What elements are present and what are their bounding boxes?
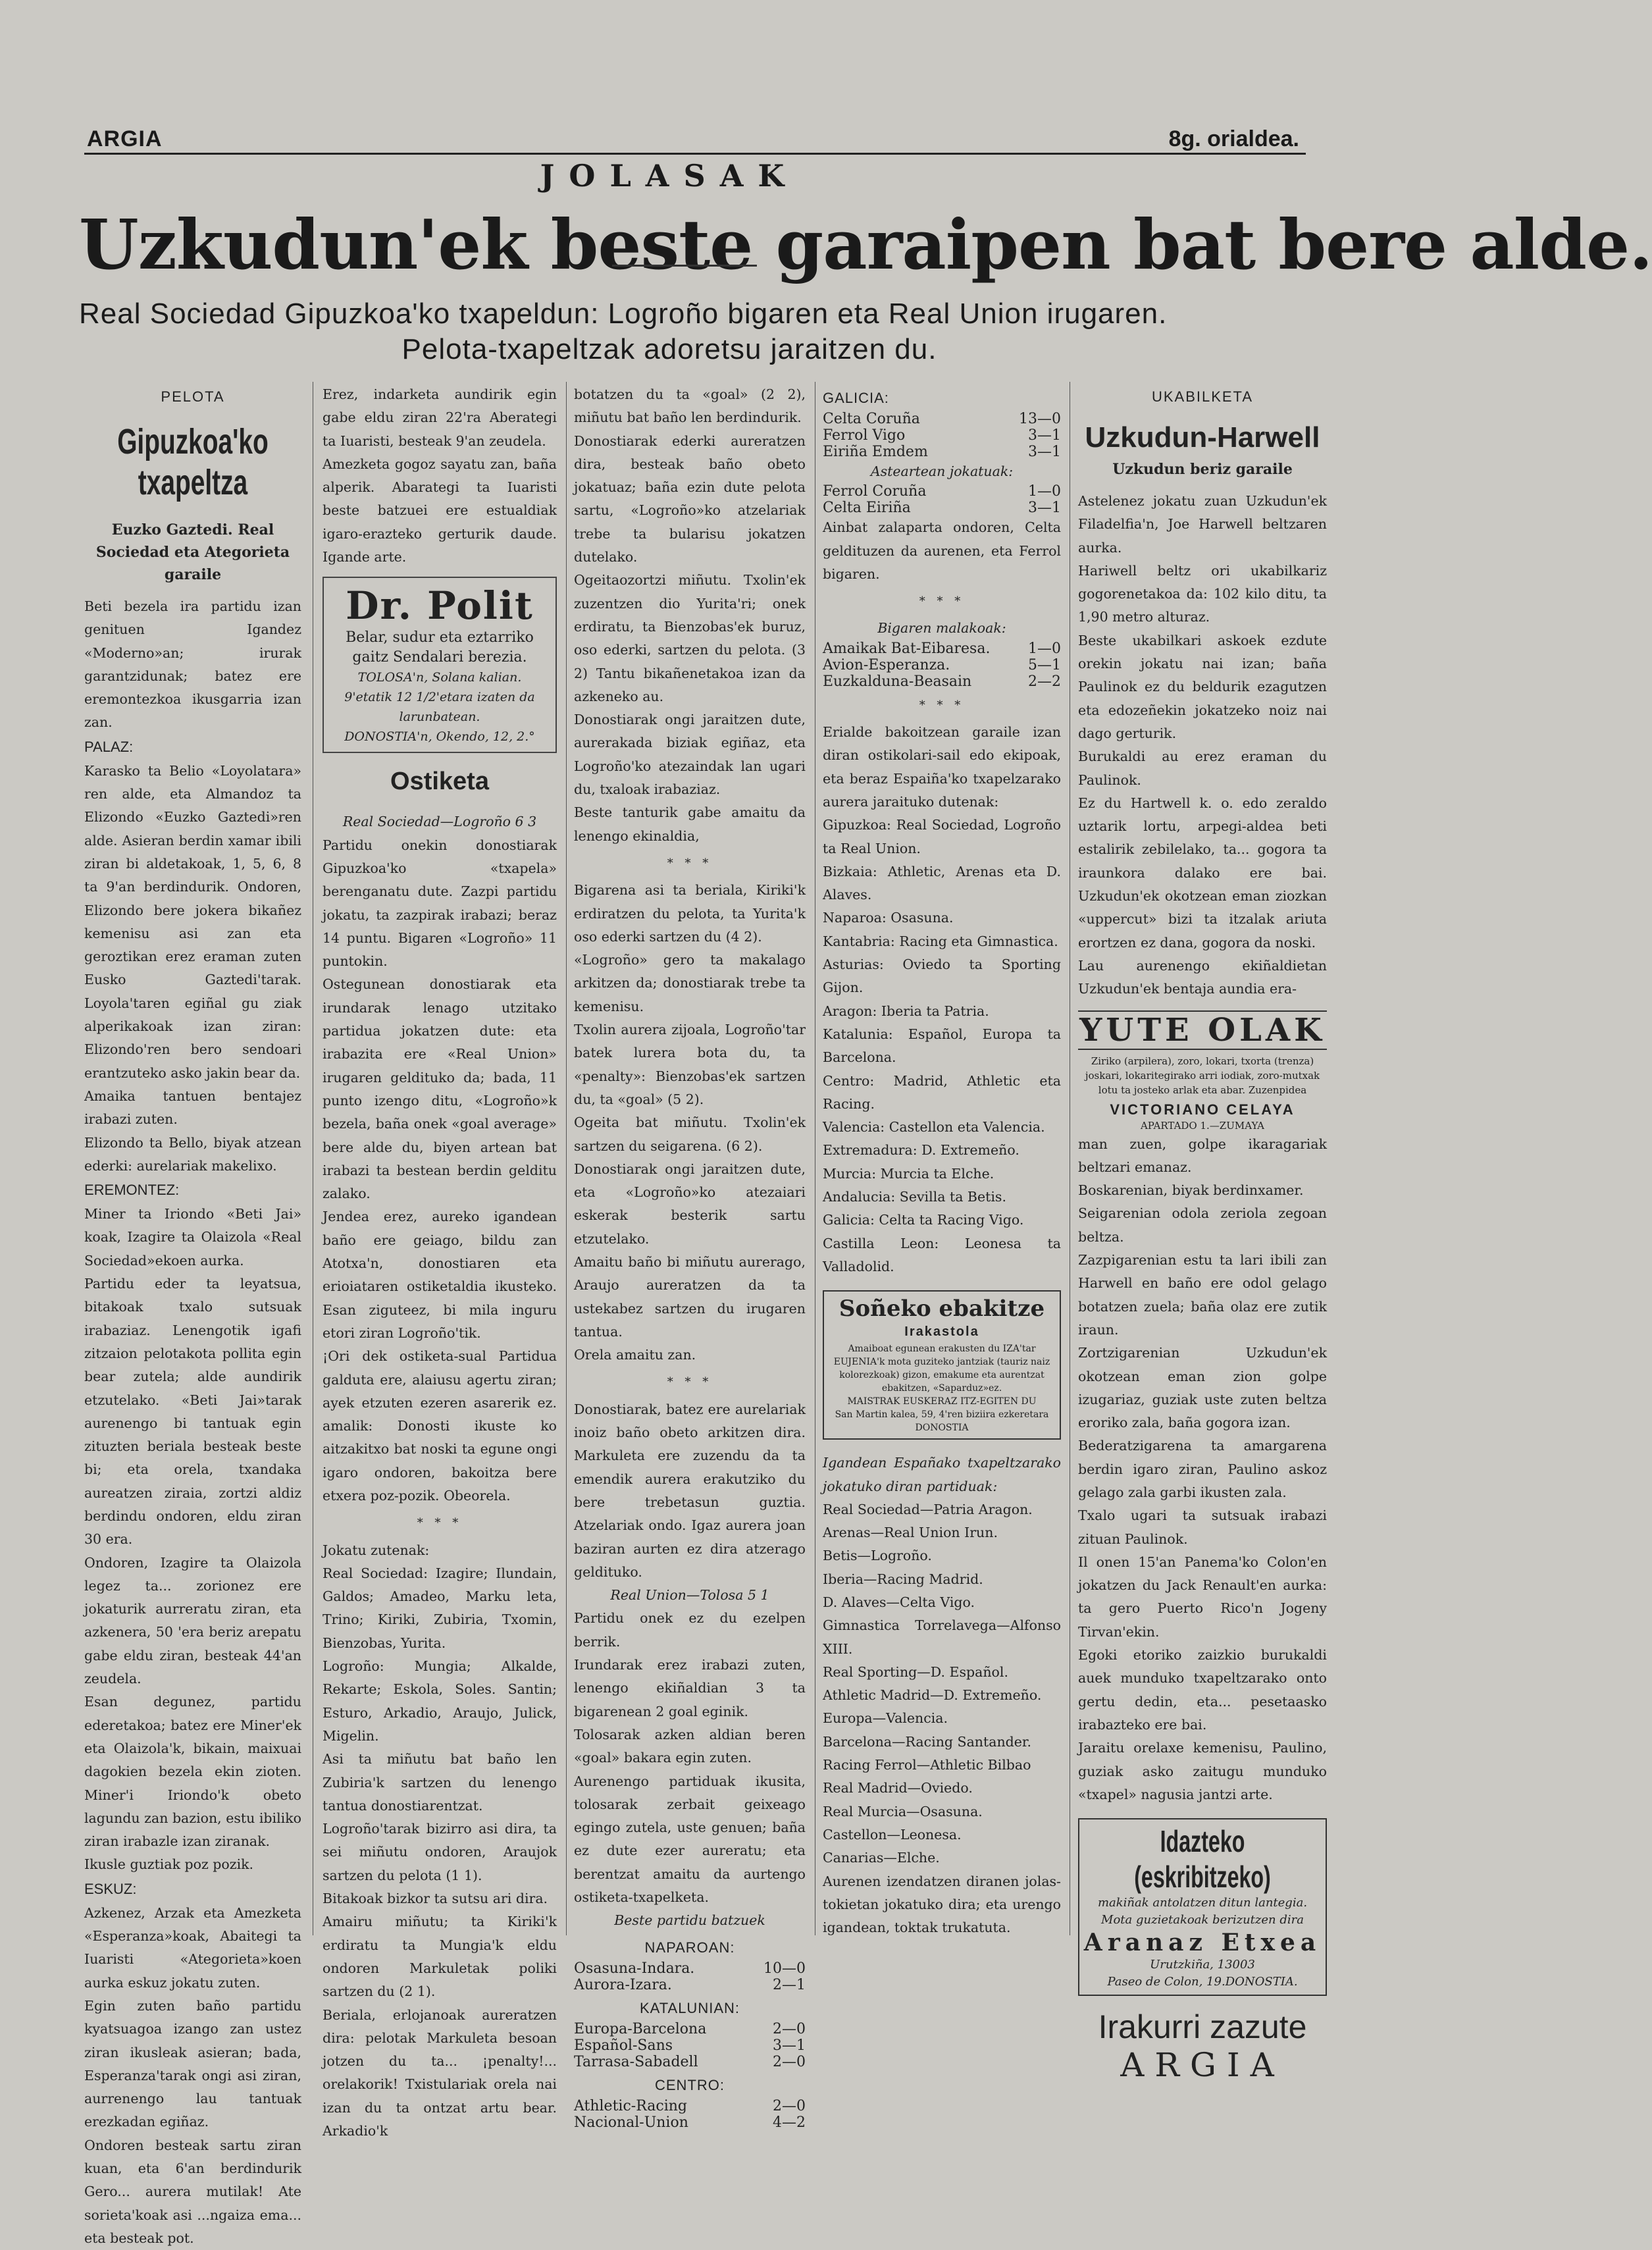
result-row — [823, 444, 1061, 460]
ad-line: Paseo de Colon, 19.DONOSTIA. — [1107, 1975, 1298, 1989]
ad-line: gaitz Sendalari berezia. — [352, 649, 527, 666]
article-title: Uzkudun-Harwell — [1085, 421, 1320, 454]
paragraph: Logroño: Mungia; Alkalde, Rekarte; Eskola, Soles. Santin; Esturo, Arkadio, Araujo, Julick, Migelin. — [323, 1658, 557, 1744]
result-score: 3—1 — [1028, 500, 1061, 517]
result-match: Ferrol Coruña — [823, 483, 927, 500]
result-row — [574, 2054, 806, 2070]
paragraph: Ez du Hartwell k. o. edo zeraldo uztarik lortu, arpegi-aldea beti estalirik zebilelako, ta... gogora ta iraunkora dalako ere bai. Uzkudun'ek okotzean eman ziozkan «uppercut» bizi ta itzalak ariuta erortzen ez dana, gogora da noski. — [1078, 795, 1327, 951]
result-score: 2—2 — [1028, 673, 1061, 690]
result-row — [823, 427, 1061, 444]
subheadline-2: Pelota-txapeltzak adoretsu jaraitzen du. — [401, 333, 937, 365]
result-match: Ferrol Vigo — [823, 427, 906, 444]
paragraph: Zortzigarenian Uzkudun'ek okotzean eman zion golpe izugariaz, guziak uste zuten beltza eroriko zala, baña gogora izan. — [1078, 1345, 1327, 1431]
paragraph: Amairu miñutu; ta Kiriki'k erdiratu ta Mungia'k eldu ondoren Markuletak poliki sartzen du (2 1). — [323, 1914, 557, 2000]
ad-line: DONOSTIA'n, Okendo, 12, 2.° — [344, 729, 535, 745]
paragraph: Egin zuten baño partidu kyatsuagoa izango zan ustez ziran ikusleak asieran; bada, Esperanza'tarak ongi asi ziran, aurrenengo lau tantuak erezkadan egiñaz. — [84, 1997, 301, 2130]
region-heading: CENTRO: — [655, 2076, 725, 2093]
fixture: Racing Ferrol—Athletic Bilbao — [823, 1757, 1031, 1773]
paragraph: Erialde bakoitzean garaile izan diran ostikolari-sail edo ekipoak, eta beraz Espaiña'ko txapelzarako aurera jaraituko dutenak: — [823, 724, 1061, 810]
fixture: Arenas—Real Union Irun. — [823, 1525, 998, 1541]
article-subtitle: Euzko Gaztedi. Real Sociedad eta Ategorieta garaile — [95, 521, 290, 583]
result-score: 3—1 — [1028, 444, 1061, 460]
paragraph: Astelenez jokatu zuan Uzkudun'ek Filadelfia'n, Joe Harwell beltzaren aurka. — [1078, 493, 1327, 556]
paragraph: Esan degunez, partidu ederetakoa; batez ere Miner'ek eta Olaizola'k, bikain, maixuai dagokien bezela ekin zioten. Miner'i Iriondo'k obeto lagundu zan bazion, estu ibiliko ziran irabazle izan ziranak. — [84, 1694, 301, 1850]
paragraph: Lau aurenengo ekiñaldietan Uzkudun'ek bentaja aundia era- — [1078, 957, 1327, 997]
result-score: 2—0 — [773, 2097, 806, 2114]
region-heading: GALICIA: — [823, 390, 889, 406]
result-score: 2—1 — [773, 1976, 806, 1993]
fixture: Canarias—Elche. — [823, 1850, 940, 1866]
section-title: JOLASAK — [540, 158, 799, 194]
paragraph: Partidu onekin donostiarak Gipuzkoa'ko «txapela» berenganatu dute. Zazpi partidu jokatu, ta zazpirak irabazi; beraz 14 puntu. Bigaren «Logroño» 11 puntokin. — [323, 837, 557, 970]
paragraph: Donostiarak, batez ere aurelariak inoiz baño obeto arkitzen dira. Markuleta ere zuzendu da ta emendik aurera erakutziko du bere trebetasun guztia. Atzelariak ondo. Igaz aurera joan baziran aurten ez dira atzerago geldituko. — [574, 1401, 806, 1580]
ad-title: Soñeko ebakitze — [839, 1295, 1045, 1322]
fixture: Real Murcia—Osasuna. — [823, 1803, 983, 1819]
paragraph: Irundarak erez irabazi zuten, lenengo ekiñaldian 3 ta bigarenean 2 goal eginik. — [574, 1657, 806, 1719]
ad-line: Mota guzietakoak berizutzen dira — [1101, 1913, 1304, 1927]
paragraph: Jaraitu orelaxe kemenisu, Paulino, guziak asko zaitugu munduko «txapel» nagusia jantzi arte. — [1078, 1740, 1327, 1802]
ad-line: Amaiboat egunean erakusten du IZA'tar EUJENIA'k mota guziteko jantziak (tauriz naiz kolorezkoak) gizon, emakume eta aurentzat ebakitzen, «Saparduz»ez. — [833, 1344, 1050, 1394]
result-row — [574, 2114, 806, 2131]
paragraph: Bigarena asi ta beriala, Kiriki'k erdiratzen du pelota, ta Yurita'k oso ederki sartzen du (4 2). — [574, 882, 806, 945]
result-score: 4—2 — [773, 2114, 806, 2131]
column-ukabilketa — [1078, 383, 1327, 2085]
region-entry: Galicia: Celta ta Racing Vigo. — [823, 1212, 1024, 1228]
match-heading: Real Union—Tolosa 5 1 — [610, 1587, 769, 1604]
paragraph: Real Sociedad: Izagire; Ilundain, Galdos; Amadeo, Marku leta, Trino; Kiriki, Zubiria, Txomin, Bienzobas, Yurita. — [323, 1565, 557, 1651]
page-number: 8g. orialdea. — [1168, 126, 1299, 151]
paragraph: Amaika tantuen bentajez irabazi zuten. — [84, 1087, 301, 1128]
paragraph: Partidu eder ta leyatsua, bitakoak txalo sutsuak irabaziaz. Lenengotik igafi zitzaion pelotakota pollita egin bear zutela; alde aundirik etzutelako. «Beti Jai»tarak aurenengo bi tantuak egin zituzten beriala besteak beste bi; eta orela, txandaka aureatzen ziraia, zortzi aldiz berdindu ondoren, eldu ziran 30 era. — [84, 1276, 301, 1548]
result-match: Español-Sans — [574, 2037, 673, 2054]
region-entry: Asturias: Oviedo ta Sporting Gijon. — [823, 956, 1061, 996]
region-entry: Kantabria: Racing eta Gimnastica. — [823, 933, 1058, 949]
region-heading: NAPAROAN: — [644, 1939, 735, 1956]
result-score: 1—0 — [1028, 640, 1061, 657]
paragraph: Ogeitaozortzi miñutu. Txolin'ek zuzentzen dio Yurita'ri; onek erdiratu, ta Bienzobas'ek buruz, oso ederki, sartzen du pelota. (3 2) Tantu bikañenetakoa izan da azkeneko au. — [574, 572, 806, 704]
fixture: Real Madrid—Oviedo. — [823, 1780, 973, 1796]
column-pelota — [84, 383, 301, 2246]
fixture: Gimnastica Torrelavega—Alfonso XIII. — [823, 1617, 1061, 1657]
paragraph: Tolosarak azken aldian beren «goal» bakara egin zuten. — [574, 1726, 806, 1766]
result-row — [823, 673, 1061, 690]
ad-line: DONOSTIA — [915, 1423, 969, 1434]
fixture: D. Alaves—Celta Vigo. — [823, 1594, 975, 1610]
result-row — [574, 1977, 806, 1993]
ad-soneko — [823, 1290, 1061, 1440]
paragraph: Miner ta Iriondo «Beti Jai» koak, Izagire ta Olaizola «Real Sociedad»ekoen aurka. — [84, 1206, 301, 1269]
article-subtitle: Uzkudun beriz garaile — [1112, 461, 1293, 478]
paragraph: Burukaldi au erez eraman du Paulinok. — [1078, 748, 1327, 788]
paragraph: Aurenengo partiduak ikusita, tolosarak zerbait geixeago egingo zutela, uste genuen; baña ez dute ezer aureratu; eta berentzat amaitu da aurtengo ostiketa-txapelketa. — [574, 1773, 806, 1905]
ad-name: VICTORIANO CELAYA — [1110, 1101, 1295, 1118]
result-match: Celta Coruña — [823, 411, 920, 427]
paragraph: Amaitu baño bi miñutu aurerago, Araujo aureratzen da ta ustekabez sartzen du irugaren tantua. — [574, 1253, 806, 1340]
paragraph: Hariwell beltz ori ukabilkariz gogorenetakoa da: 102 kilo ditu, ta 1,90 metro alturaz. — [1078, 562, 1327, 625]
region-entry: Centro: Madrid, Athletic eta Racing. — [823, 1072, 1061, 1112]
fixture: Athletic Madrid—D. Extremeño. — [823, 1687, 1042, 1704]
headline: Uzkudun'ek beste garaipen bat bere alde. — [79, 204, 1652, 285]
result-score: 5—1 — [1028, 656, 1061, 673]
paragraph: Amezketa gogoz sayatu zan, baña alperik. Abarategi ta Iuaristi beste batzuei ere estualdiak igaro-erazteko gerturik daude. Igande arte. — [323, 456, 557, 565]
fixture: Castellon—Leonesa. — [823, 1826, 962, 1843]
separator: * * * — [667, 856, 713, 870]
paragraph: Ainbat zalaparta ondoren, Celta geldituzen da aurenen, eta Ferrol bigaren. — [823, 519, 1061, 582]
promo-name: ARGIA — [1120, 2046, 1285, 2085]
paragraph: Partidu onek ez du ezelpen berrik. — [574, 1610, 806, 1650]
separator: * * * — [667, 1375, 713, 1390]
region-entry: Aragon: Iberia ta Patria. — [823, 1003, 989, 1019]
ad-subtitle: Irakastola — [904, 1324, 979, 1340]
result-score: 1—0 — [1028, 483, 1061, 500]
ad-title: Dr. Polit — [346, 583, 534, 629]
paragraph: Azkenez, Arzak eta Amezketa «Esperanza»koak, Abaitegi ta Iuaristi «Ategorieta»koen aurka eskuz jokatu zuten. — [84, 1904, 301, 1991]
fixture: Real Sporting—D. Español. — [823, 1663, 1008, 1680]
ad-line: APARTADO 1.—ZUMAYA — [1140, 1119, 1265, 1132]
result-score: 2—0 — [773, 2053, 806, 2070]
result-match: Avion-Esperanza. — [823, 656, 950, 673]
ad-line: larunbatean. — [399, 710, 480, 725]
paragraph: Txalo ugari ta sutsuak irabazi zituan Paulinok. — [1078, 1507, 1327, 1547]
paragraph: Beti bezela ira partidu izan genituen Igandez «Moderno»an; irurak garantzidunak; batez ere eremontezkoa ikusgarria izan zan. — [84, 598, 301, 731]
paragraph: Beriala, erlojanoak aureratzen dira: pelotak Markuleta besoan jotzen du ta... ¡penalty!... orelakorik! Txistulariak orela nai izan du ta ontzat artu bear. Arkadio'k — [323, 2006, 557, 2139]
paragraph: Beste tanturik gabe amaitu da lenengo ekinaldia, — [574, 804, 806, 844]
result-match: Euzkalduna-Beasain — [823, 673, 972, 690]
subhead: PALAZ: — [84, 738, 134, 755]
column-label: UKABILKETA — [1151, 388, 1254, 405]
paragraph: Karasko ta Belio «Loyolatara» ren alde, eta Almandoz ta Elizondo «Euzko Gaztedi»ren alde. Asieran berdin xamar ibili ziran bi aldetakoak, 1, 5, 6, 8 ta 9'an berdindurik. Ondoren, Elizondo bere jokera bikañez kemenisu asi zan eta geroztikan erez eraman zuten Eusko Gaztedi'tarak. Loyola'taren egiñal gu ziak alperikakoak izan ziran: Elizondo'ren bero sendoari erantzuteko asko jakin bear da. — [84, 762, 301, 1081]
article-title: Gipuzkoa'ko txapeltza — [117, 422, 269, 502]
paragraph: Beste ukabilkari askoek ezdute orekin jokatu nai izan; baña Paulinok ez du beldurik ezagutzen eta edozeñekin jokatzeko noiz nai dago gerturik. — [1078, 632, 1327, 741]
ad-title: YUTE OLAK — [1078, 1010, 1327, 1050]
result-row — [823, 641, 1061, 657]
paragraph: Egoki etoriko zaizkio burukaldi auek munduko txapeltzarako onto gertu dedin, eta... pesetaasko irabazteko ere bai. — [1078, 1647, 1327, 1733]
paragraph: Ikusle guztiak poz pozik. — [84, 1856, 254, 1873]
article-title: Ostiketa — [390, 768, 489, 796]
result-match: Nacional-Union — [574, 2114, 688, 2131]
ad-line: Urutzkiña, 13003 — [1150, 1958, 1255, 1972]
fixture: Iberia—Racing Madrid. — [823, 1571, 983, 1587]
ad-line: makiñak antolatzen ditun lantegia. — [1097, 1896, 1308, 1910]
region-entry: Valencia: Castellon eta Valencia. — [823, 1119, 1045, 1136]
paragraph: Il onen 15'an Panema'ko Colon'en jokatzen du Jack Renault'en aurka: ta gero Puerto Rico'n Jogeny Tirvan'ekin. — [1078, 1554, 1327, 1640]
subhead: EREMONTEZ: — [84, 1182, 180, 1199]
paragraph: ¡Ori dek ostiketa-sual Partidua galduta ere, alaiusu agertu ziran; ayek etzuten ezeren asarerik ez. amalik: Donosti ikuste ko aitzakitxo bat noski ta egune ongi igaro ondoren, bakoitza bere etxera poz-pozik. Obeorela. — [323, 1348, 557, 1504]
paragraph: Donostiarak ederki aureratzen dira, besteak baño obeto jokatuaz; baña ezin dute pelota sartu, «Logroño»ko atzelariak trebe ta bularisu jokatzen dutelako. — [574, 432, 806, 565]
result-row — [574, 2037, 806, 2054]
result-match: Celta Eiriña — [823, 500, 911, 517]
fixtures-heading: Igandean Españako txapeltzarako jokatuko diran partiduak: — [823, 1455, 1061, 1494]
paragraph: Orela amaitu zan. — [574, 1347, 696, 1363]
result-row — [823, 483, 1061, 500]
paragraph: «Logroño» gero ta makalago arkitzen da; donostiarak trebe ta kemenisu. — [574, 952, 806, 1014]
result-score: 3—1 — [1028, 427, 1061, 444]
region-entry: Murcia: Murcia ta Elche. — [823, 1165, 994, 1182]
paragraph: Aurenen izendatzen diranen jolas-tokietan jokatuko dira; eta urengo igandean, toktak trukatuta. — [823, 1873, 1061, 1936]
paragraph: Jendea erez, aureko igandean baño ere geiago, bildu zan Atotxa'n, donostiaren eta erioiataren ostiketaldia ikusteko. Esan ziguteez, bi mila inguru etori ziran Logroño'tik. — [323, 1209, 557, 1341]
result-match: Tarrasa-Sabadell — [574, 2053, 698, 2070]
ad-line: TOLOSA'n, Solana kalian. — [357, 670, 522, 685]
paragraph: Txolin aurera zijoala, Logroño'tar batek lurera bota du, ta «penalty»: Bienzobas'ek sartzen du, ta «goal» (5 2). — [574, 1022, 806, 1107]
subhead: ESKUZ: — [84, 1880, 137, 1897]
result-row — [574, 1960, 806, 1977]
ad-title: Idazteko (eskribitzeko) — [1134, 1824, 1271, 1895]
paragraph: Ondoren besteak sartu ziran kuan, eta 6'an berdindurik Gero... aurera mutilak! Ate sorieta'koak asi ...ngaiza ema... eta besteak pot. — [84, 2137, 301, 2246]
paragraph: Ondoren, Izagire ta Olaizola legez ta... zorionez ere jokaturik aurreratu ziran, eta azkenera, 50 'era beriz arepatu gabe eldu ziran, besteak 44'an zeudela. — [84, 1554, 301, 1687]
region-entry: Gipuzkoa: Real Sociedad, Logroño ta Real Union. — [823, 817, 1061, 856]
result-row — [823, 500, 1061, 516]
result-match: Amaikak Bat-Eibaresa. — [823, 640, 991, 657]
result-match: Europa-Barcelona — [574, 2020, 707, 2037]
fixture: Barcelona—Racing Santander. — [823, 1733, 1031, 1750]
paper-name: ARGIA — [87, 126, 163, 151]
paragraph: Donostiarak ongi jaraitzen dute, aurerakada biziak egiñaz, eta Logroño'ko atezaindak lan ugari du, txaloak irabaziaz. — [574, 712, 806, 798]
region-entry: Naparoa: Osasuna. — [823, 910, 954, 926]
result-match: Athletic-Racing — [574, 2097, 687, 2114]
region-entry: Katalunia: Español, Europa ta Barcelona. — [823, 1026, 1061, 1066]
paragraph: Logroño'tarak bizirro asi dira, ta sei miñutu ondoren, Araujok sartzen du pelota (1 1). — [323, 1821, 557, 1883]
region-entry: Andalucia: Sevilla ta Betis. — [823, 1189, 1006, 1205]
region-heading: KATALUNIAN: — [640, 1999, 740, 2016]
result-row — [574, 2021, 806, 2037]
ad-line: 9'etatik 12 1/2'etara izaten da — [344, 690, 535, 705]
results-heading: Asteartean jokatuak: — [870, 463, 1014, 479]
match-heading: Real Sociedad—Logroño 6 3 — [342, 814, 537, 830]
paragraph: Seigarenian odola zeriola zegoan beltza. — [1078, 1205, 1327, 1245]
headline-divider — [612, 265, 757, 267]
paragraph: Bederatzigarena ta amargarena berdin igaro ziran, Paulino askoz gelago zala garbi ikusten zala. — [1078, 1438, 1327, 1500]
result-match: Eiriña Emdem — [823, 444, 928, 460]
result-score: 13—0 — [1019, 411, 1061, 427]
result-score: 10—0 — [763, 1960, 806, 1977]
result-row — [823, 657, 1061, 673]
ad-line: MAISTRAK EUSKERAZ ITZ-EGITEN DU — [847, 1396, 1037, 1407]
paragraph: man zuen, golpe ikaragariak beltzari emanaz. — [1078, 1136, 1327, 1175]
result-row — [574, 2098, 806, 2114]
paragraph: Ogeita bat miñutu. Txolin'ek sartzen du seigarena. (6 2). — [574, 1114, 806, 1154]
result-score: 2—0 — [773, 2020, 806, 2037]
paragraph: Zazpigarenian estu ta lari ibili zan Harwell en baño ere odol gelago botatzen zuela; baña olaz ere zutik iraun. — [1078, 1252, 1327, 1338]
paragraph: Jokatu zutenak: — [323, 1542, 430, 1558]
header-rule — [84, 153, 1306, 155]
region-entry: Bizkaia: Athletic, Arenas eta D. Alaves. — [823, 863, 1061, 903]
ad-line: Belar, sudur eta eztarriko — [346, 629, 534, 646]
column-rule — [566, 382, 567, 1935]
ad-aranaz — [1078, 1818, 1327, 1996]
ad-name: Aranaz Etxea — [1083, 1929, 1322, 1957]
paragraph: Donostiarak ongi jaraitzen dute, eta «Logroño»ko atezaiari eskerak besterik sartu etzutelako. — [574, 1161, 806, 1247]
paragraph: Bitakoak bizkor ta sutsu ari dira. — [323, 1891, 548, 1907]
region-entry: Castilla Leon: Leonesa ta Valladolid. — [823, 1235, 1061, 1274]
result-row — [823, 411, 1061, 427]
ad-line: San Martin kalea, 59, 4'ren biziira ezkeretara — [835, 1409, 1049, 1421]
promo-title: Irakurri zazute — [1098, 2008, 1307, 2046]
column-label: PELOTA — [161, 388, 225, 405]
result-match: Osasuna-Indara. — [574, 1960, 695, 1977]
ad-line: Ziriko (arpilera), zoro, lokari, txorta (trenza) joskari, lokaritegirako arri iodiak, zoro-mutxak lotu ta josteko arlak eta abar. Zuzenpidea — [1085, 1055, 1320, 1096]
paragraph: Elizondo ta Bello, biyak atzean ederki: aurelariak makelixo. — [84, 1134, 301, 1174]
paragraph: Ostegunean donostiarak eta irundarak lenago utzitako partidua jokatzen dute: eta irabazita ere «Real Union» irugaren geldituko da; bada, 11 punto izengo ditu, «Logroño»k bezela, baña onek «goal average» bere alde du, biyen artean bat irabazi ta bestean berdin gelditu zalako. — [323, 976, 557, 1202]
column-match-report — [574, 383, 806, 2131]
subheadline: Real Sociedad Gipuzkoa'ko txapeldun: Logroño bigaren eta Real Union irugaren. — [79, 298, 1168, 330]
results-heading: Bigaren malakoak: — [877, 620, 1006, 637]
column-results — [823, 383, 1061, 1937]
paragraph: Boskarenian, biyak berdinxamer. — [1078, 1182, 1304, 1199]
fixture: Real Sociedad—Patria Aragon. — [823, 1501, 1033, 1517]
paragraph: Asi ta miñutu bat baño len Zubiria'k sartzen du lenengo tantua donostiarentzat. — [323, 1751, 557, 1814]
ad-dr-polit — [323, 577, 557, 753]
fixture: Betis—Logroño. — [823, 1548, 932, 1564]
fixture: Europa—Valencia. — [823, 1710, 948, 1727]
paragraph: botatzen du ta «goal» (2 2), miñutu bat baño len berdindurik. — [574, 386, 806, 426]
separator: * * * — [417, 1516, 463, 1531]
column-ostiketa — [323, 383, 557, 2139]
region-entry: Extremadura: D. Extremeño. — [823, 1142, 1020, 1159]
result-match: Aurora-Izara. — [574, 1976, 672, 1993]
separator: * * * — [919, 698, 965, 712]
results-heading: Beste partidu batzuek — [614, 1912, 765, 1929]
separator: * * * — [919, 594, 965, 609]
result-score: 3—1 — [773, 2037, 806, 2054]
paragraph: Erez, indarketa aundirik egin gabe eldu ziran 22'ra Aberategi ta Iuaristi, besteak 9'an zeudela. — [323, 386, 557, 449]
